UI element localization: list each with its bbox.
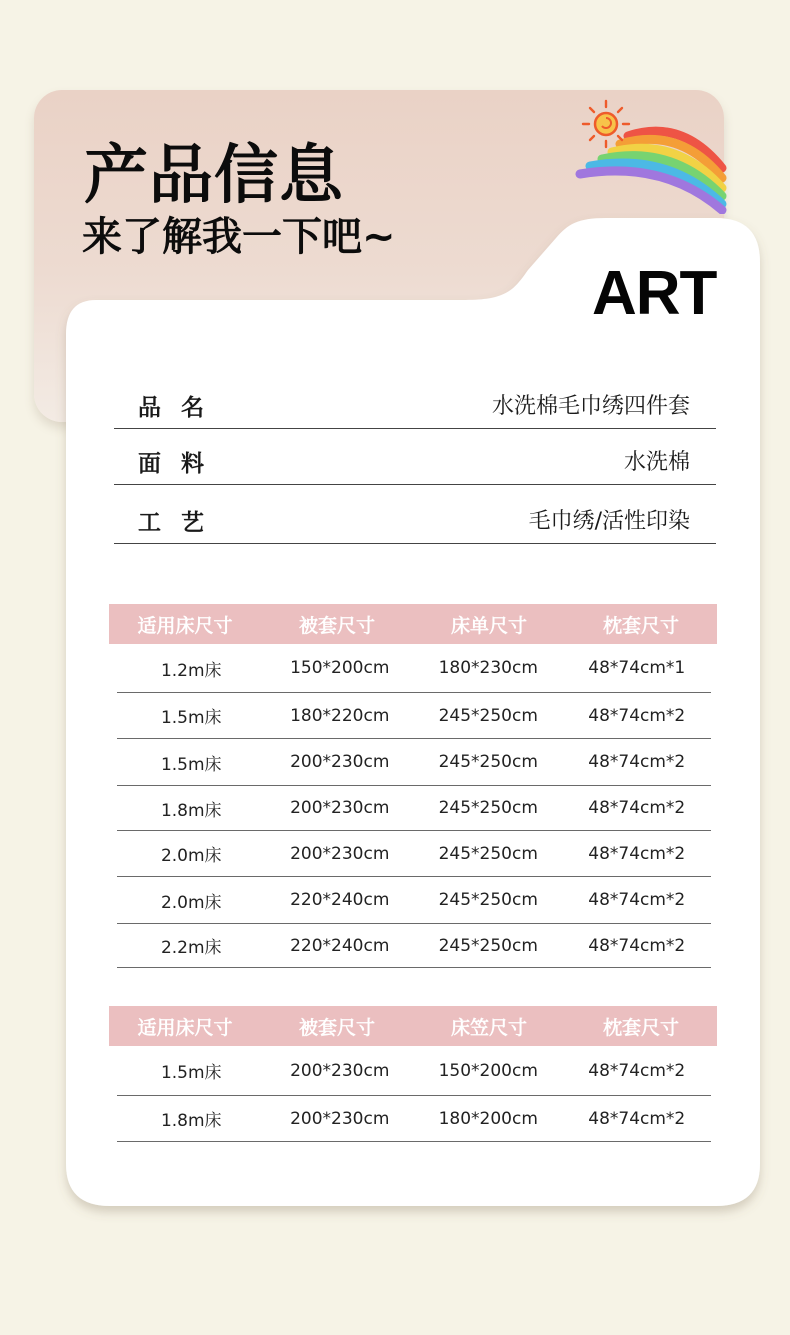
table-cell: 150*200cm: [290, 658, 390, 678]
column-header: 枕套尺寸: [602, 614, 679, 637]
table-row: [117, 1096, 711, 1142]
info-value: 水洗棉: [623, 450, 690, 475]
table-cell: 200*230cm: [290, 1060, 390, 1081]
table-cell: 1.5m床: [160, 754, 222, 775]
info-label: 工艺: [138, 510, 224, 536]
table-cell: 150*200cm: [438, 1060, 538, 1081]
table-cell: 180*230cm: [438, 658, 538, 678]
column-header: 适用床尺寸: [137, 614, 233, 637]
sun-icon: [583, 101, 629, 147]
column-header: 枕套尺寸: [602, 1016, 679, 1039]
column-header: 床笠尺寸: [450, 1016, 527, 1039]
info-value: 毛巾绣/活性印染: [528, 509, 690, 534]
column-header: 被套尺寸: [298, 614, 375, 637]
page-subtitle: 来了解我一下吧~: [82, 214, 396, 260]
table-cell: 180*220cm: [290, 705, 390, 726]
info-label: 面料: [138, 451, 224, 477]
table-header: [109, 1006, 717, 1046]
table-cell: 2.0m床: [160, 846, 222, 866]
table-row: [117, 877, 711, 924]
table-cell: 200*230cm: [290, 752, 390, 772]
table-cell: 48*74cm*2: [588, 798, 686, 818]
info-row-craft: [114, 487, 716, 544]
table-row: [117, 924, 711, 968]
column-header: 适用床尺寸: [137, 1016, 233, 1039]
table-cell: 1.2m床: [160, 660, 222, 681]
column-header: 被套尺寸: [298, 1016, 375, 1039]
table-cell: 48*74cm*1: [588, 658, 686, 678]
table-cell: 245*250cm: [438, 843, 538, 864]
table-cell: 48*74cm*2: [588, 752, 686, 772]
info-row-name: [114, 372, 716, 429]
table-cell: 48*74cm*2: [588, 705, 686, 726]
table-cell: 2.2m床: [160, 938, 222, 958]
table-cell: 200*230cm: [290, 1108, 390, 1129]
table-cell: 48*74cm*2: [588, 1108, 686, 1129]
table-row: [117, 644, 711, 693]
table-cell: 1.8m床: [160, 800, 222, 821]
info-row-fabric: [114, 428, 716, 485]
table-cell: 220*240cm: [290, 935, 390, 956]
table-cell: 48*74cm*2: [588, 1060, 686, 1081]
brand-logo: ART: [592, 259, 717, 328]
table-cell: 220*240cm: [290, 890, 390, 910]
table-row: [117, 739, 711, 786]
rainbow-icon: [572, 96, 732, 214]
table-cell: 180*200cm: [438, 1108, 538, 1129]
page-title: 产品信息: [84, 139, 344, 213]
info-label: 品名: [138, 395, 224, 421]
table-row: [117, 1046, 711, 1096]
table-cell: 48*74cm*2: [588, 890, 686, 910]
table-cell: 245*250cm: [438, 705, 538, 726]
table-cell: 245*250cm: [438, 752, 538, 772]
table-cell: 245*250cm: [438, 798, 538, 818]
table-cell: 1.5m床: [160, 1063, 222, 1083]
info-value: 水洗棉毛巾绣四件套: [491, 394, 690, 419]
table-row: [117, 831, 711, 877]
table-cell: 200*230cm: [290, 843, 390, 864]
size-table-2: [109, 1006, 717, 1142]
table-row: [117, 786, 711, 831]
table-cell: 200*230cm: [290, 798, 390, 818]
table-cell: 48*74cm*2: [588, 843, 686, 864]
table-row: [117, 693, 711, 739]
table-cell: 245*250cm: [438, 890, 538, 910]
table-cell: 245*250cm: [438, 935, 538, 956]
table-cell: 2.0m床: [160, 892, 222, 913]
table-cell: 48*74cm*2: [588, 935, 686, 956]
table-cell: 1.5m床: [160, 708, 222, 728]
size-table-1: [109, 604, 717, 968]
table-cell: 1.8m床: [160, 1111, 222, 1131]
table-header: [109, 604, 717, 644]
column-header: 床单尺寸: [450, 614, 527, 637]
